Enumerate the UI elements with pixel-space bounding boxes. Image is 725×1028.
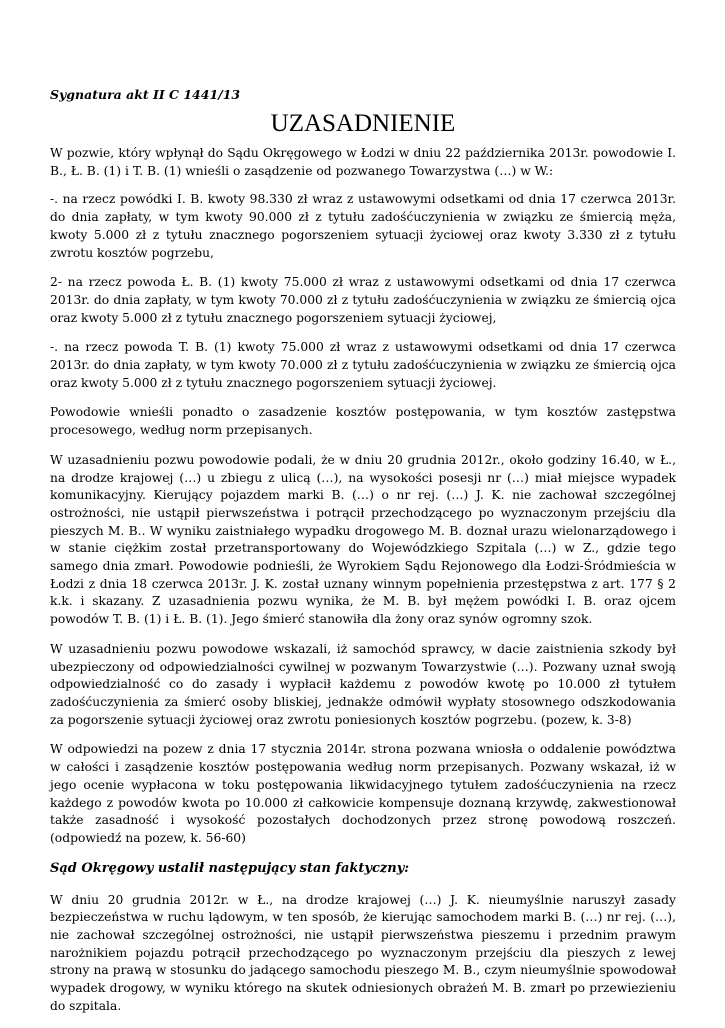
section-heading: Sąd Okręgowy ustalił następujący stan faktyczny:	[50, 860, 410, 876]
page-title: UZASADNIENIE	[270, 110, 456, 137]
paragraph: W uzasadnieniu pozwu powodowie podali, że w dniu 20 grudnia 2012r., około godziny 16.40, w Ł., na drodze krajowej (…) u zbiegu z ulicą (…), na wysokości posesji nr (…) miał miejsce wypadek komunikacyjny. Kierujący pojazdem marki B. (…) o nr rej. (…) J. K. nie zachował szczególnej ostrożności, nie ustąpił pierwszeństwa i potrącił przechodzącego po wyznaczonym przejściu dla pieszych M. B.. W wyniku zaistniałego wypadku drogowego M. B. doznał urazu wielonarządowego i w stanie ciężkim został przetransportowany do Wojewódzkiego Szpitala (…) w Z., gdzie tego samego dnia zmarł. Powodowie podnieśli, że Wyrokiem Sądu Rejonowego dla Łodzi-Śródmieścia w Łodzi z dnia 18 czerwca 2013r. J. K. został uznany winnym popełnienia przestępstwa z art. 177 § 2 k.k. i skazany. Z uzasadnienia pozwu wynika, że M. B. był mężem powódki I. B. oraz ojcem powodów T. B. (1) i Ł. B. (1). Jego śmierć stanowiła dla żony oraz synów ogromny szok.	[50, 452, 676, 627]
paragraph: W odpowiedzi na pozew z dnia 17 stycznia 2014r. strona pozwana wniosła o oddalenie powództwa w całości i zasądzenie kosztów postępowania według norm przepisanych. Pozwany wskazał, iż w jego ocenie wypłacona w toku postępowania likwidacyjnego tytułem zadośćuczynienia na rzecz każdego z powodów kwota po 10.000 zł całkowicie kompensuje doznaną krzywdę, zakwestionował także zasadność i wysokość pozostałych dochodzonych przez stronę powodową roszczeń.(odpowiedź na pozew, k. 56-60)	[50, 742, 676, 845]
paragraph: -. na rzecz powoda T. B. (1) kwoty 75.000 zł wraz z ustawowymi odsetkami od dnia 17 czerwca 2013r. do dnia zapłaty, w tym kwoty 70.000 zł z tytułu zadośćuczynienia w związku ze śmiercią ojca oraz kwoty 5.000 zł z tytułu znacznego pogorszeniem sytuacji życiowej.	[50, 340, 676, 390]
paragraph: -. na rzecz powódki I. B. kwoty 98.330 zł wraz z ustawowymi odsetkami od dnia 17 czerwca 2013r. do dnia zapłaty, w tym kwoty 90.000 zł z tytułu zadośćuczynienia w związku ze śmiercią męża, kwoty 5.000 zł z tytułu znacznego pogorszeniem sytuacji życiowej oraz kwoty 3.330 zł z tytułu zwrotu kosztów pogrzebu,	[50, 192, 676, 260]
paragraph: W dniu 20 grudnia 2012r. w Ł., na drodze krajowej (…) J. K. nieumyślnie naruszył zasady bezpieczeństwa w ruchu lądowym, w ten sposób, że kierując samochodem marki B. (…) nr rej. (…), nie zachował szczególnej ostrożności, nie ustąpił pierwszeństwa pieszemu i przednim prawym narożnikiem pojazdu potrącił przechodzącego po wyznaczonym przejściu dla pieszych z lewej strony na prawą w stosunku do jadącego samochodu pieszego M. B., czym nieumyślnie spowodował wypadek drogowy, w wyniku którego na skutek odniesionych obrażeń M. B. zmarł po przewiezieniu do szpitala.	[50, 892, 676, 1013]
case-signature: Sygnatura akt II C 1441/13	[50, 87, 241, 102]
paragraph: W pozwie, który wpłynął do Sądu Okręgowego w Łodzi w dniu 22 października 2013r. powodowie I. B., Ł. B. (1) i T. B. (1) wnieśli o zasądzenie od pozwanego Towarzystwa (…) w W.:	[50, 146, 676, 178]
document-page	[50, 86, 676, 1028]
paragraph: 2- na rzecz powoda Ł. B. (1) kwoty 75.000 zł wraz z ustawowymi odsetkami od dnia 17 czerwca 2013r. do dnia zapłaty, w tym kwoty 70.000 zł z tytułu zadośćuczynienia w związku ze śmiercią ojca oraz kwoty 5.000 zł z tytułu znacznego pogorszeniem sytuacji życiowej,	[50, 275, 676, 325]
paragraph: W uzasadnieniu pozwu powodowe wskazali, iż samochód sprawcy, w dacie zaistnienia szkody był ubezpieczony od odpowiedzialności cywilnej w pozwanym Towarzystwie (…). Pozwany uznał swoją odpowiedzialność co do zasady i wypłacił każdemu z powodów kwotę po 10.000 zł tytułem zadośćuczynienia za śmierć osoby bliskiej, jednakże odmówił wypłaty stosownego odszkodowania za pogorszenie sytuacji życiowej oraz zwrotu poniesionych kosztów pogrzebu. (pozew, k. 3-8)	[50, 641, 676, 727]
paragraph: Powodowie wnieśli ponadto o zasadzenie kosztów postępowania, w tym kosztów zastępstwa procesowego, według norm przepisanych.	[50, 405, 676, 438]
